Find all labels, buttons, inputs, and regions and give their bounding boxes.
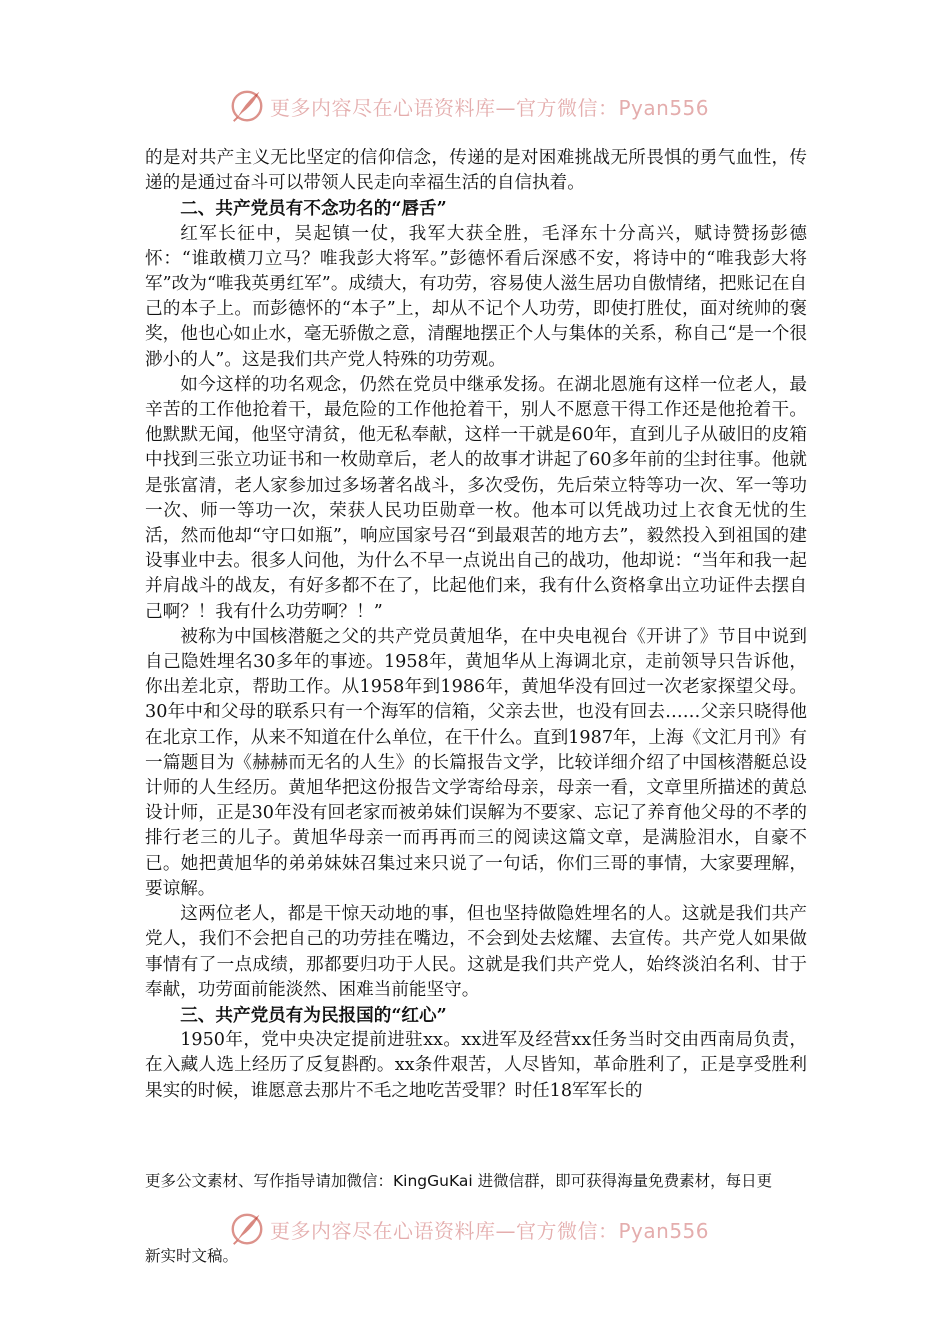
footer-note-tail: 新实时文稿。 (145, 1247, 239, 1265)
paragraph-continued: 的是对共产主义无比坚定的信仰信念，传递的是对困难挑战无所畏惧的勇气血性，传递的是通过奋斗可以带领人民走向幸福生活的自信执着。 (145, 148, 807, 194)
section-heading-3: 三、共产党员有为民报国的“红心” (180, 1004, 447, 1026)
paragraph-huang-xuhua: 被称为中国核潜艇之父的共产党员黄旭华，在中央电视台《开讲了》节目中说到自己隐姓埋名30多年的事迹。1958年，黄旭华从上海调北京，走前领导只告诉他，你出差北京，帮助工作。从1958年到1986年，黄旭华没有回过一次老家探望父母。30年中和父母的联系只有一个海军的信箱，父亲去世，也没有回去……父亲只晓得他在北京工作，从来不知道在什么单位，在干什么。直到1987年，上海《文汇月刊》有一篇题目为《赫赫而无名的人生》的长篇报告文学，比较详细介绍了中国核潜艇总设计师的人生经历。黄旭华把这份报告文学寄给母亲，母亲一看，文章里所描述的黄总设计师，正是30年没有回老家而被弟妹们误解为不要家、忘记了养育他父母的不孝的排行老三的儿子。黄旭华母亲一而再再而三的阅读这篇文章，是满脸泪水，自豪不已。她把黄旭华的弟弟妹妹召集过来只说了一句话，你们三哥的事情，大家要理解，要谅解。 (145, 626, 807, 899)
paragraph-1950: 1950年，党中央决定提前进驻xx。xx进军及经营xx任务当时交由西南局负责，在入藏人选上经历了反复斟酌。xx条件艰苦，人尽皆知，革命胜利了，正是享受胜利果实的时候，谁愿意去那片不毛之地吃苦受罪？时任18军军长的 (145, 1030, 807, 1101)
quill-pen-logo-icon (228, 87, 266, 125)
paragraph-zhang-fuqing: 如今这样的功名观念，仍然在党员中继承发扬。在湖北恩施有这样一位老人，最辛苦的工作他抢着干，最危险的工作他抢着干，别人不愿意干得工作还是他抢着干。他默默无闻，他坚守清贫，他无私奉献，这样一干就是60年，直到儿子从破旧的皮箱中找到三张立功证书和一枚勋章后，老人的故事才讲起了60多年前的尘封往事。他就是张富清，老人家参加过多场著名战斗，多次受伤，先后荣立特等功一次、军一等功一次、师一等功一次，荣获人民功臣勋章一枚。他本可以凭战功过上衣食无忧的生活，然而他却“守口如瓶”，响应国家号召“到最艰苦的地方去”，毅然投入到祖国的建设事业中去。很多人问他，为什么不早一点说出自己的战功，他却说：“当年和我一起并肩战斗的战友，有好多都不在了，比起他们来，我有什么资格拿出立功证件去摆自己啊？！我有什么功劳啊？！” (145, 374, 807, 622)
header-banner (228, 86, 709, 126)
footer-banner (228, 1209, 709, 1249)
section-heading-2: 二、共产党员有不念功名的“唇舌” (180, 198, 447, 220)
document-body (145, 146, 807, 1104)
paragraph-peng-dehuai: 红军长征中，吴起镇一仗，我军大获全胜，毛泽东十分高兴，赋诗赞扬彭德怀：“谁敢横刀立马？唯我彭大将军。”彭德怀看后深感不安，将诗中的“唯我彭大将军”改为“唯我英勇红军”。成绩大，有功劳，容易使人滋生居功自傲情绪，把账记在自己的本子上。而彭德怀的“本子”上，却从不记个人功劳，即使打胜仗，面对统帅的褒奖，他也心如止水，毫无骄傲之意，清醒地摆正个人与集体的关系，称自己“是一个很渺小的人”。这是我们共产党人特殊的功劳观。 (145, 223, 807, 370)
banner-text: 更多内容尽在心语资料库—官方微信：Pyan556 (270, 1218, 710, 1243)
banner-text: 更多内容尽在心语资料库—官方微信：Pyan556 (270, 95, 710, 120)
paragraph-summary: 这两位老人，都是干惊天动地的事，但也坚持做隐姓埋名的人。这就是我们共产党人，我们不会把自己的功劳挂在嘴边，不会到处去炫耀、去宣传。共产党人如果做事情有了一点成绩，那都要归功于人民。这就是我们共产党人，始终淡泊名利、甘于奉献，功劳面前能淡然、困难当前能坚守。 (145, 904, 807, 1000)
footer-note: 更多公文素材、写作指导请加微信：KingGuKai 进微信群，即可获得海量免费素材，每日更 (145, 1172, 773, 1190)
quill-pen-logo-icon (228, 1210, 266, 1248)
